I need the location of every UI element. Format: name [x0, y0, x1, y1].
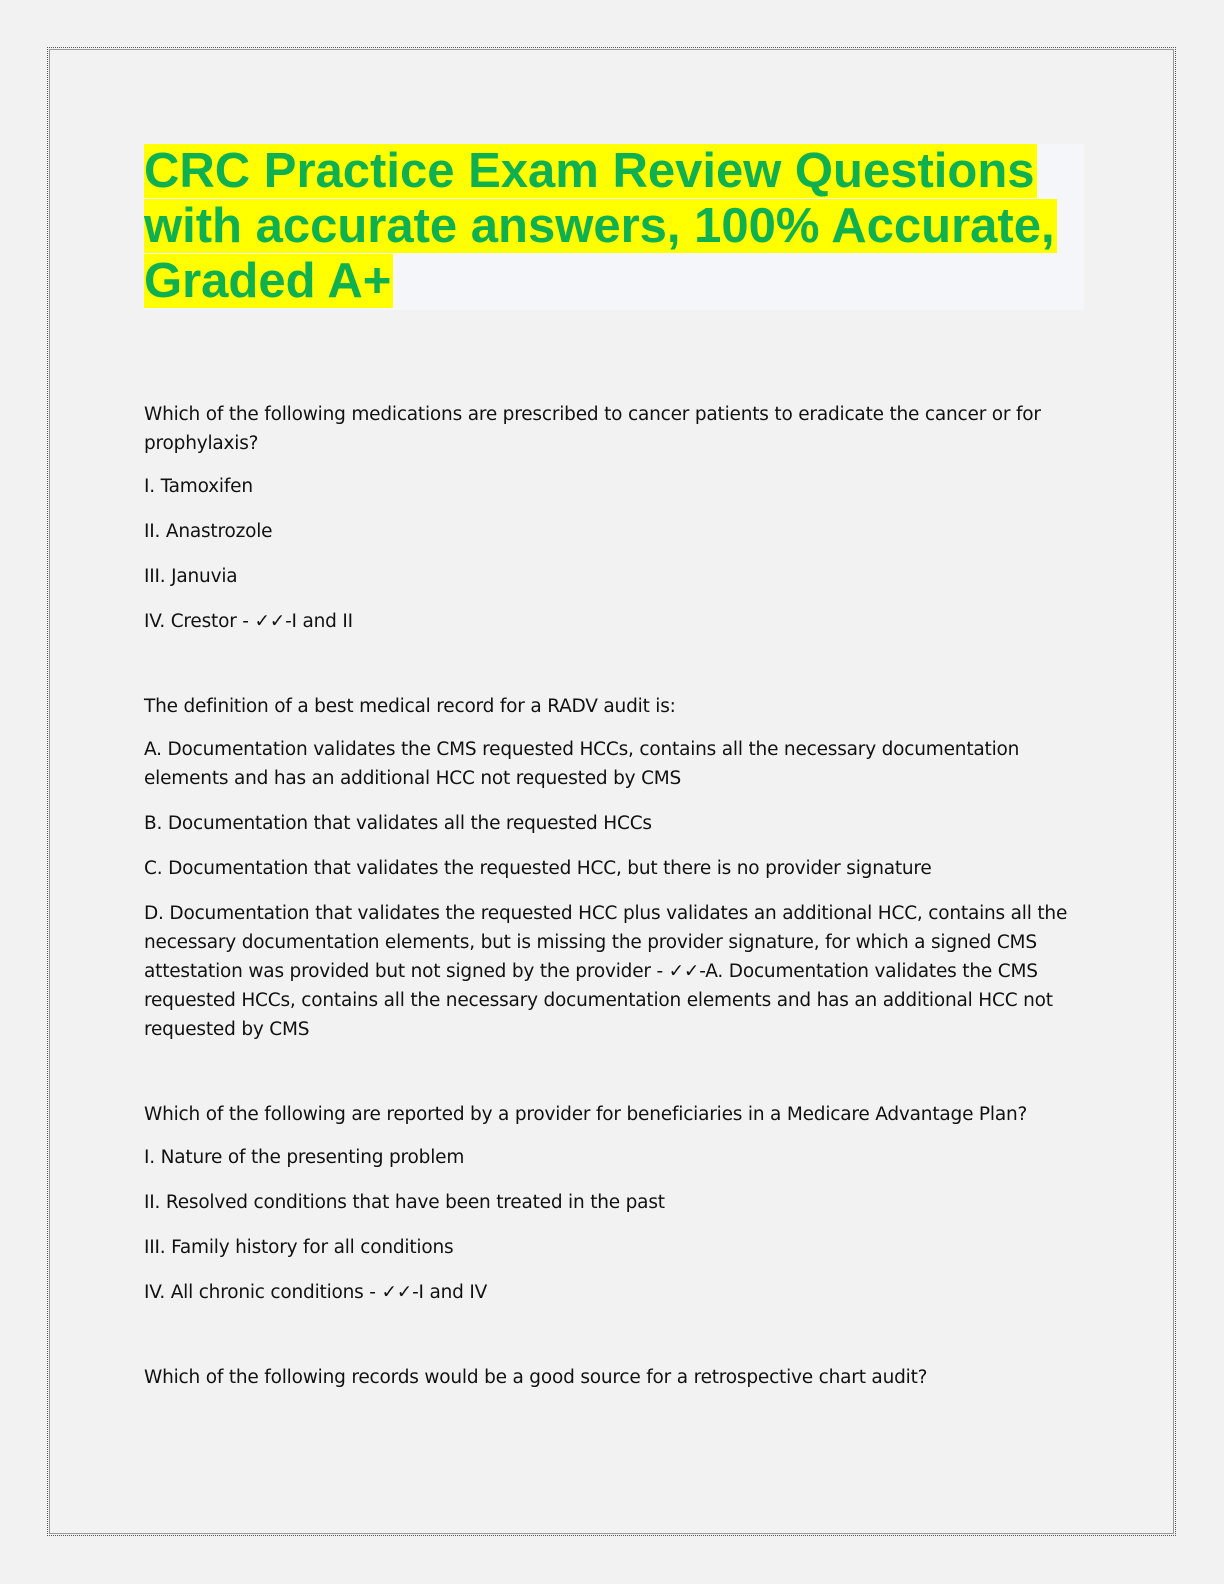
question-1: [144, 400, 1074, 636]
double-check-icon: ✓✓: [381, 1282, 413, 1303]
double-check-icon: ✓✓: [668, 961, 700, 982]
double-check-icon: ✓✓: [254, 611, 286, 632]
option-item-with-answer: [144, 607, 1074, 636]
answer-text: -I and II: [285, 611, 353, 632]
option-item: I. Tamoxifen: [144, 476, 253, 497]
option-text: IV. All chronic conditions -: [144, 1282, 382, 1303]
option-item: II. Anastrozole: [144, 521, 273, 542]
option-item-with-answer: [144, 1278, 1074, 1307]
answer-text: -A. Documentation validates the CMS requested HCCs, contains all the necessary documentation elements and has an additional HCC not requested by CMS: [144, 961, 1053, 1040]
option-item: B. Documentation that validates all the requested HCCs: [144, 813, 652, 834]
title-block: [144, 144, 1084, 310]
option-item: III. Januvia: [144, 566, 238, 587]
option-item: III. Family history for all conditions: [144, 1237, 454, 1258]
option-item: II. Resolved conditions that have been treated in the past: [144, 1192, 665, 1213]
question-2: [144, 692, 1074, 1044]
question-3: [144, 1100, 1074, 1307]
question-stem: The definition of a best medical record for a RADV audit is:: [144, 696, 676, 717]
document-body: [144, 400, 1074, 1448]
option-text: D. Documentation that validates the requested HCC plus validates an additional HCC, contains all the necessary documentation elements, but is missing the provider signature, for which a signed CMS attestation was provided but not signed by the provider -: [144, 903, 1068, 982]
option-item: C. Documentation that validates the requested HCC, but there is no provider signature: [144, 858, 932, 879]
option-item: I. Nature of the presenting problem: [144, 1147, 465, 1168]
option-item-with-answer: [144, 899, 1074, 1044]
question-stem: Which of the following records would be a good source for a retrospective chart audit?: [144, 1367, 928, 1388]
question-stem: Which of the following are reported by a provider for beneficiaries in a Medicare Advantage Plan?: [144, 1104, 1028, 1125]
question-4: [144, 1363, 1074, 1392]
option-item: A. Documentation validates the CMS requested HCCs, contains all the necessary documentation elements and has an additional HCC not requested by CMS: [144, 739, 1020, 789]
option-text: IV. Crestor -: [144, 611, 255, 632]
document-title: [144, 144, 1084, 309]
title-highlight: CRC Practice Exam Review Questions with accurate answers, 100% Accurate, Graded A+: [144, 144, 1055, 308]
question-stem: Which of the following medications are prescribed to cancer patients to eradicate the cancer or for prophylaxis?: [144, 404, 1041, 454]
answer-text: -I and IV: [412, 1282, 488, 1303]
